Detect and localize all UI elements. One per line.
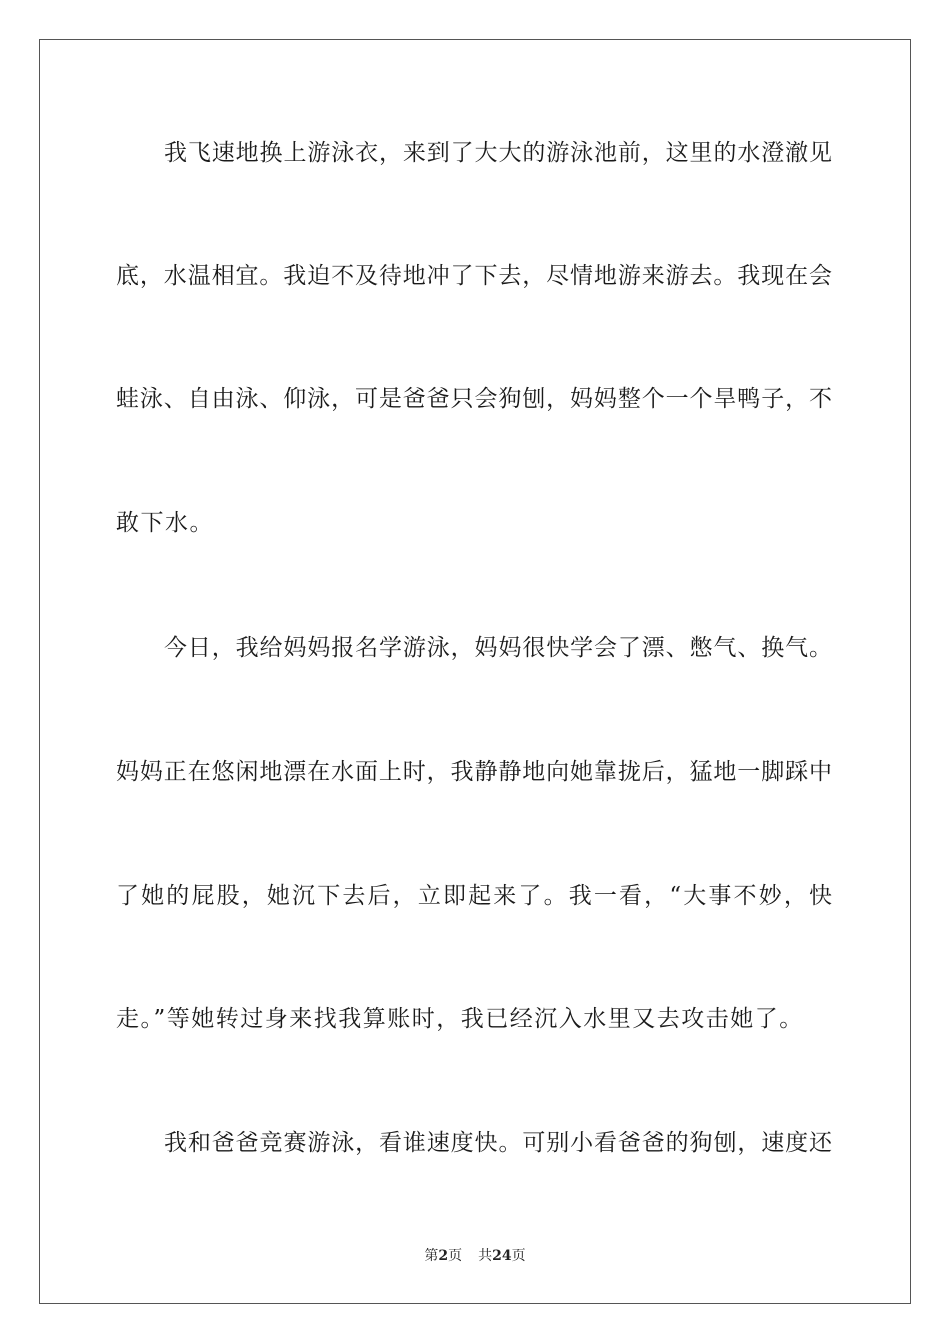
paragraph-3-line-1: 我和爸爸竞赛游泳，看谁速度快。可别小看爸爸的狗刨，速度还 xyxy=(164,1130,832,1156)
page-suffix: 页 xyxy=(448,1248,463,1264)
paragraph-1-line-1: 我飞速地换上游泳衣，来到了大大的游泳池前，这里的水澄澈见 xyxy=(164,140,832,166)
paragraph-2-line-2: 妈妈正在悠闲地漂在水面上时，我静静地向她靠拢后，猛地一脚踩中 xyxy=(116,759,832,785)
total-suffix: 页 xyxy=(511,1248,526,1264)
total-prefix: 共 xyxy=(478,1248,493,1264)
paragraph-1-line-2: 底，水温相宜。我迫不及待地冲了下去，尽情地游来游去。我现在会 xyxy=(116,263,832,289)
paragraph-2-line-4: 走。”等她转过身来找我算账时，我已经沉入水里又去攻击她了。 xyxy=(116,1006,804,1032)
page-prefix: 第 xyxy=(424,1248,439,1264)
paragraph-1-line-3: 蛙泳、自由泳、仰泳，可是爸爸只会狗刨，妈妈整个一个旱鸭子，不 xyxy=(116,386,832,412)
page-number: 2 xyxy=(438,1248,449,1264)
page-footer xyxy=(0,1247,950,1265)
paragraph-2-line-3: 了她的屁股，她沉下去后，立即起来了。我一看，“大事不妙，快 xyxy=(116,883,832,909)
paragraph-1-line-4: 敢下水。 xyxy=(116,510,214,536)
paragraph-2-line-1: 今日，我给妈妈报名学游泳，妈妈很快学会了漂、憋气、换气。 xyxy=(164,635,832,661)
total-pages: 24 xyxy=(492,1248,512,1264)
